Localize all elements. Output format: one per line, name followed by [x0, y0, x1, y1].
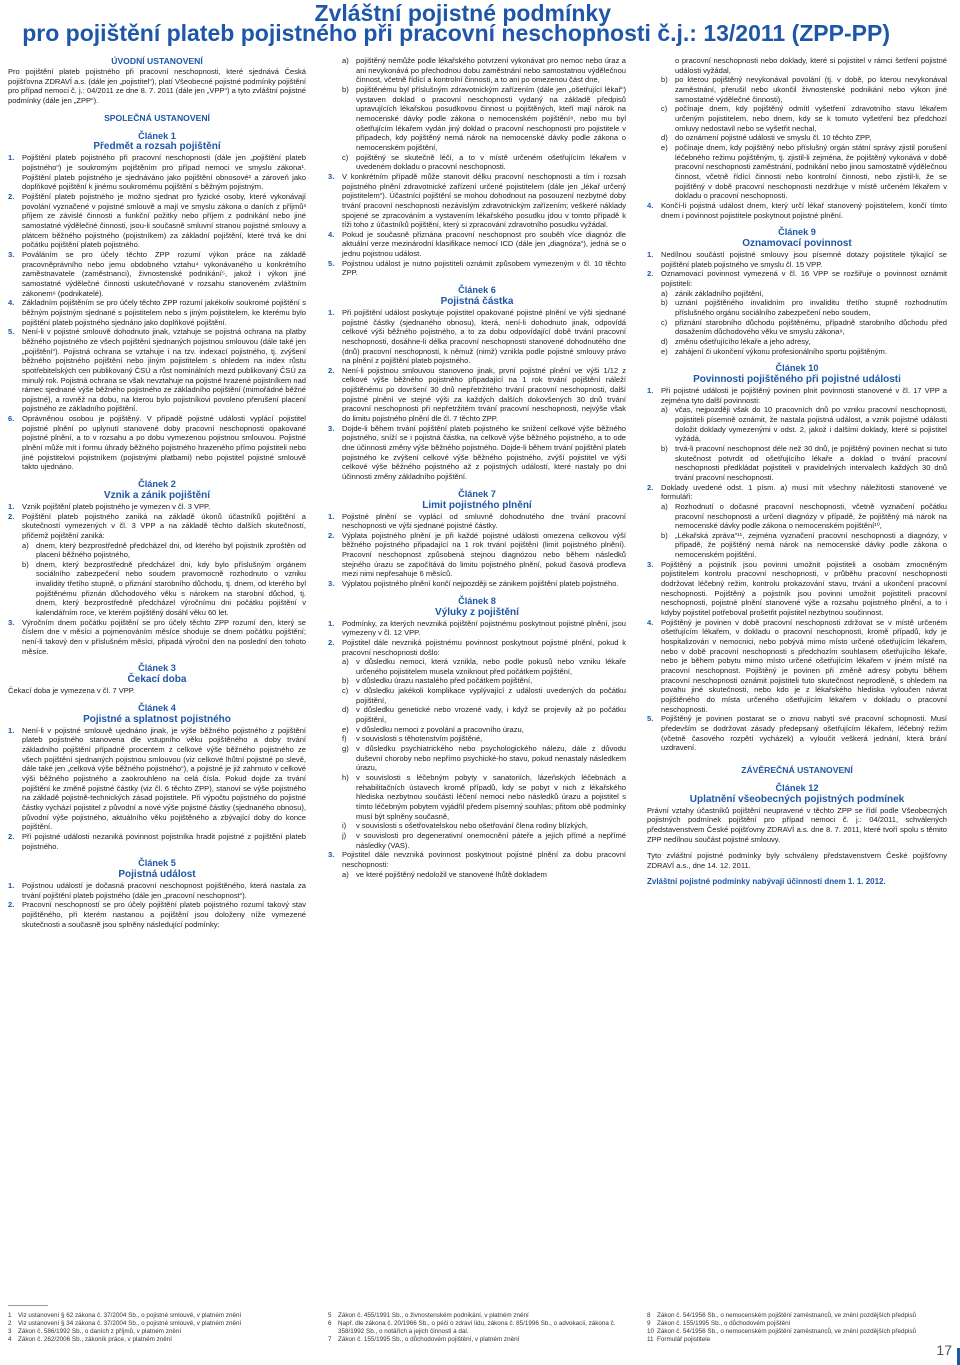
paragraph: 1. Podmínky, za kterých nevzniká pojištění pojistnému poskytnout pojistné plnění, jsou vymezeny v čl. 12 VPP. [328, 618, 626, 638]
paragraph: 5. Pojištěný je povinen postarat se o znovu nabytí své pracovní schopnosti. Musí především se dodržovat zásady předepsaný ošetřujícím lékařem, léčebný režim (včetně časového rozpětí vycházek) a vyloučit veškerá jednání, která brání uzdravení. [647, 714, 947, 753]
effective-date: Zvláštní pojistné podmínky nabývají účinnosti dnem 1. 1. 2012. [647, 876, 886, 886]
paragraph: 3. Pojistitel dále nevzniká povinnost poskytnout pojistné plnění za dobu pracovní neschopnosti: [328, 850, 626, 869]
list-item: b) dnem, který bezprostředně předcházel dni, kdy bylo příslušným orgánem sociálního zabezpečení nebo soudem pravomocně rozhodnuto o vzniku invalidity třetího stupně, o přiznání starobního důchodu, tj. dnem, od kterého byl pojištěnému přiznán důchodového věku s nárokem na starobní důchod, tj. dnem, který bezprostředně předcházel výročnímu dni počátku pojištění v kalendářním roce, ve kterém pojištěný dosáhl věku 60 let. [22, 559, 306, 618]
footnote: 9 Zákon č. 155/1995 Sb., o důchodovém pojištění [647, 1320, 791, 1327]
list-item: d) změnu ošetřujícího lékaře a jeho adresy, [661, 336, 811, 346]
paragraph: 4. Končí-li pojistná událost dnem, který určí lékař stanovený pojistitelem, končí tímto dnem i povinnost pojistitele poskytnout pojistné plnění. [647, 200, 947, 220]
paragraph: 5. Pojistnou událost je nutno pojistiteli oznámit způsobem vymezeným v čl. 10 těchto ZPP. [328, 258, 626, 278]
footnotes-middle [328, 1312, 628, 1344]
article-number: Článek 5 [138, 858, 176, 869]
article-title: Předmět a rozsah pojištění [93, 141, 221, 153]
article-title: Pojistné a splatnost pojistného [83, 713, 231, 725]
paragraph: 2. Pojistitel dále nevzniká pojistnému povinnost poskytnout pojistné plnění, pokud k pracovní neschopnosti došlo: [328, 637, 626, 657]
paragraph: 2. Oznamovací povinnost vymezená v čl. 16 VPP se rozšiřuje o povinnost oznámit pojistiteli: [647, 269, 947, 288]
paragraph: 3. Pováláním se pro účely těchto ZPP rozumí výkon práce na základě pracovněprávního nebo jemu obdobného vztahu⁴ vykonávaného u konkrétního zaměstnavatele (zaměstnanci), živnostenské podnikání⁵, jakož i výkon jiné samostatné výdělečné činnosti uskutečňované v rozsahu stanoveném zvláštním zákonem⁶ (podnikatelé). [8, 249, 306, 298]
list-item: b) uznání pojištěného invalidním pro invaliditu třetího stupně rozhodnutím příslušného orgánu sociálního zabezpečení nebo soudem, [661, 298, 947, 317]
paragraph: 4. Pojištěný je povinen v době pracovní neschopnosti zdržovat se v místě určeném ošetřujícím lékařem, v dokladu o pracovní neschopnosti, kromě případů, kdy je hospitalizován v nemocnici, nebo pobývá mimo místo určené ošetřujícím lékařem, nebo v době pracovní neschopnosti s předchozím souhlasem ošetřujícího lékaře, nebo je během pobytu mimo místo určené ošetřujícím lékařem v jiném místě na pracovní neschopnost. Pojištěný je povinen při změně adresy pobytu během pracovní neschopnosti oznámit pojistiteli tuto skutečnost neprodleně, s ohledem na povahu jiné skutečnosti, nebo kdo je z lékařského hlediska vyloučen návrat pojištěného do místa určeného ošetřujícím lékařem v dokladu o pracovní neschopnosti. [647, 617, 947, 714]
list-item: b) pojištěnému byl příslušným zdravotnickým zařízením (dále jen „ošetřující lékař“) vystaven doklad o pracovní neschopnosti vydaný na základě předpisů upravujících lékařskou posudkovou činnost u pojištěných, kteří mají nárok na nemocenské dávky podle zákona o nemocenském pojištění⁸, nebo mu byl ošetřujícím lékařem vydán jiný doklad o pracovní neschopnosti pro pojistitele v případech, kdy pojištěný nemá nárok na nemocenské dávky podle zákona o nemocenském pojištění, [342, 84, 626, 152]
paragraph: 4. Pokud je současně přiznána pracovní neschopnost pro souběh více diagnóz dle aktuální verze mezinárodní klasifikace nemocí ICD (dále jen „diagnóza“), jedná se o jednu pojistnou událost. [328, 229, 626, 259]
list-item: a) v důsledku nemoci, která vznikla, nebo podle pokusů nebo vzniku lékaře určeného pojistitelem musela vzniknout před počátkem pojištění, [342, 657, 626, 676]
article-number: Článek 12 [775, 782, 819, 793]
paragraph: 1. Není-li v pojistné smlouvě ujednáno jinak, je výše běžného pojistného z pojištění plateb pojistného stanovena dle vstupního věku pojištěného a doby trvání základního pojištění případně procentem z celkové výše běžného pojistného ze všech pojištění sjednaných pojistnou smlouvou (viz celkové lhůtní pojistné po slevě, dále také jen „celková výše běžného pojistného“), a pojistné je již zahrnuto v celkové výši běžného pojistného a zaokrouhleno na celá čísla. Pokud dojde za trvání pojištění ke změně pojistné částky (viz čl. 6 těchto ZPP), stanoví se výše pojistného na základě pojistně-technických zásad pojistitele. Při výpočtu pojistného do pojistné částky vychází pojistitel z původní a nové výše pojistné částky (sjednaného obnosu), původní výše pojistného, aktuálního věku pojištěného a zbývající doby do konce pojištění. [8, 725, 306, 832]
footnotes-right [647, 1312, 947, 1344]
article-number: Článek 8 [458, 595, 496, 606]
footnote: 11 Formulář pojistitele [647, 1336, 711, 1343]
article-number: Článek 6 [458, 285, 496, 296]
list-item: b) trvá-li pracovní neschopnost déle než 30 dnů, je pojištěný povinen nechat si tuto skutečnost potvrdit od ošetřujícího lékaře a doklad o trvání pracovní neschopnosti předkládat pojistiteli v pravidelných intervalech každých 30 dnů trvání pracovní neschopnosti. [661, 443, 947, 482]
article-title: Limit pojistného plnění [422, 499, 532, 511]
paragraph: 2. Doklady uvedené odst. 1 písm. a) musí mít všechny náležitosti stanovené ve formuláři: [647, 482, 947, 502]
paragraph: 6. Oprávněnou osobou je pojištěný. V případě pojistné události vyplácí pojistitel pojistné plnění po uplynutí stanovené doby pracovní neschopnosti opakované pojistné plnění, a to v rozsahu a po dobu vymezenou pojistnou smlouvou. Pojistné plnění může mít i formu úhrady běžného pojistného hrazeného přímo pojistiteli nebo jiné pojistitelovi pojistníkem (pojistnými platbami) nebo pojistitel pojistné smlouvě takto ujednáno. [8, 414, 306, 472]
paragraph: 3. Výplatou pojistného plnění končí nejpozději se zánikem pojištění plateb pojistného. [328, 579, 619, 589]
list-item: a) ve které pojištěný nedoložil ve stanovené lhůtě dokladem [342, 869, 547, 879]
footnote-divider [8, 1305, 48, 1306]
paragraph: 2. Pojištění plateb pojistného je možno sjednat pro fyzické osoby, které vykonávají povolání vyznačené v pojistné smlouvě a mají ve smyslu zákona o daních z příjmů³ příjem ze závislé činnosti a funkční požitky nebo příjem z podnikání nebo jiné samostatné výdělečné činnosti, jsou-li současně smluvní stranou pojistné smlouvy a plátcem běžného pojistného (pojistníkem) za základní pojištění, které trvá ke dni počátku pojištění plateb pojistného. [8, 192, 306, 250]
intro-heading: ÚVODNÍ USTANOVENÍ [111, 56, 203, 66]
page-number: 17 [936, 1342, 952, 1358]
article-title: Povinnosti pojištěného při pojistné události [693, 373, 901, 385]
list-item: g) v důsledku psychiatrického nebo psychologického nálezu, dále z důvodu duševní choroby nebo nepřímo psychické-ho stavu, pokud nenastaly následkem úrazu, [342, 744, 626, 773]
footnote: 6 Např. dle zákona č. 20/1966 Sb., o péči o zdraví lidu, zákona č. 85/1996 Sb., o advokacii, zákona č. 358/1992 Sb., o notářích a jejich činnosti a dal. [328, 1320, 616, 1335]
article-title: Výluky z pojištění [435, 606, 519, 618]
list-item: j) v souvislosti pro degenerativní onemocnění páteře a jejích přímé a nepřímé následky (VAS). [342, 830, 626, 850]
intro-text: Pro pojištění plateb pojistného při pracovní neschopnosti, které sjednává Česká pojišťovna ZDRAVÍ a.s. (dále jen „pojistitel“), platí Všeobecné pojistné podmínky pojištění pro případ nemoci č. j.: 04/2011 ze dne 8. 7. 2011 (dále jen „VPP“) a tyto zvláštní pojistné podmínky (dále jen „ZPP“). [8, 67, 306, 105]
list-item: i) v souvislosti s ošetřovatelskou nebo ošetřování člena rodiny blízkých, [342, 821, 588, 831]
column-1 [8, 56, 306, 929]
article-number: Článek 7 [458, 488, 496, 499]
article-number: Článek 9 [778, 227, 816, 238]
paragraph: Čekací doba je vymezena v čl. 7 VPP. [8, 686, 135, 696]
list-item: a) včas, nejpozději však do 10 pracovních dnů po vzniku pracovní neschopnosti, pojistiteli písemně oznámit, že nastala pojistná událost, a vznik pojistné události doložit doklady vymezenými v odst. 2, jakož i dalšími doklady, které si pojistitel vyžádá, [661, 405, 947, 444]
list-item: e) zahájení či ukončení výkonu profesionálního sportu pojištěným. [661, 346, 887, 356]
article-title: Čekací doba [127, 674, 187, 686]
list-item: a) zánik základního pojištění, [661, 288, 764, 298]
list-item: a) pojištěný nemůže podle lékařského potvrzení vykonávat pro nemoc nebo úraz a ani nevykonává po přechodnou dobu zaměstnání nebo samostatnou výdělečnou činnost, včetně řídící a kontrolní činnosti, a to ani po omezenou část dne, [342, 56, 626, 85]
paragraph: 1. Při pojistné události je pojištěný povinen plnit povinnosti stanovené v čl. 17 VPP a zejména tyto další povinnosti: [647, 385, 947, 405]
article-number: Článek 4 [138, 702, 176, 713]
list-item: c) v důsledku jakékoli komplikace vyplývající z události uvedených do počátku pojištění, [342, 686, 626, 705]
list-item: o pracovní neschopnosti nebo doklady, které si pojistitel v rámci šetření pojistné události vyžádal, [675, 56, 947, 75]
paragraph: 2. Pojištění plateb pojistného zaniká na základě úkonů účastníků pojištění a skutečností vymezených v čl. 3 VPP a na základě těchto dalších skutečností, přičemž pojištění zaniká: [8, 511, 306, 540]
paragraph: 1. Při pojištění událost poskytuje pojistitel opakované pojistné plnění ve výši sjednané pojistné částky (sjednaného obnosu), která, není-li dohodnuto jinak, odpovídá celkové výši běžného pojistného, a to za dobu odpovídající době trvání pracovní neschopnosti, dosáhne-li délka pracovní neschopnosti stanovené dohodnutého dne (dnů) pracovní neschopnosti, k němuž (nimž) vznikla podle pojistné smlouvy právo na plnění z pojištění plateb pojistného. [328, 307, 626, 366]
article-title: Pojistná událost [118, 868, 196, 880]
article-title: Oznamovací povinnost [742, 237, 852, 249]
article-number: Článek 3 [138, 663, 176, 674]
footnote: 5 Zákon č. 455/1991 Sb., o živnostenském podnikání, v platném znění [328, 1312, 529, 1319]
doc-subtitle: pro pojištění plateb pojistného při pracovní neschopnosti č.j.: 13/2011 (ZPP-PP) [22, 20, 890, 46]
paragraph: 4. Základním pojištěním se pro účely těchto ZPP rozumí jakékoliv soukromé pojištění s běžným pojistným sjednané s pojistitelem nebo s jiným pojistitelem, ke kterému bylo pojištění plateb pojistného sjednáno jako doplňkové pojištění. [8, 298, 306, 327]
list-item: a) dnem, který bezprostředně předcházel dni, od kterého byl pojistník zproštěn od placení běžného pojistného, [22, 540, 306, 560]
footnote: 2 Viz ustanovení § 34 zákona č. 37/2004 Sb., o pojistné smlouvě, v platném znění [8, 1320, 242, 1327]
list-item: c) přiznání starobního důchodu pojištěnému, případně starobního důchodu před dosažením důchodového věku ve smyslu zákona⁹, [661, 317, 947, 337]
paragraph: 2. Výplata pojistného plnění je při každé pojistné události omezena celkovou výší běžného pojistného připadající na 1 rok trvání pojištění (limit pojistného plnění). Pracovní neschopnost způsobená stejnou diagnózou nebo během následků stejného úrazu se započítává do limitu pojistného plnění, pokud časová prodleva mezi nimi nepřesahuje 6 měsíců. [328, 530, 626, 579]
article-title: Vznik a zánik pojištění [103, 489, 211, 501]
footnote: 7 Zákon č. 155/1995 Sb., o důchodovém pojištění, v platném znění [328, 1336, 520, 1343]
list-item: b) v důsledku úrazu nastalého před počátkem pojištění, [342, 676, 533, 686]
list-item: f) v souvislosti s těhotenstvím pojištěné, [342, 734, 483, 744]
paragraph: 3. Pojištěný a pojistník jsou povinni umožnit pojistiteli a osobám zmocněným pojistitelem kontrolu pracovní neschopnosti, v průběhu pracovní neschopnosti dodržovat léčebný režim, kontrolu prokazování stavu, trvání a ukončení pracovní neschopnosti. Pojištěný a pojistník jsou povinni umožnit pojistiteli pracovní neschopnosti, pojistné plnění stanovené výše a rozsahu pojistného plnění, a to i kdyby pojistitel potřeboval prošetřit pojistitel nezbytnou součinnost. [647, 559, 947, 618]
paragraph: 1. Pojištění plateb pojistného při pracovní neschopnosti (dále jen „pojištění plateb pojistného“) je soukromým pojištěním pro případ nemoci ve smyslu zákona¹. Pojištění plateb pojistného je sjednáváno jako pojištění obnosové² a zároveň jako doplňkové pojištění k jinému soukromému pojištění s běžným pojistným. [8, 153, 306, 192]
list-item: c) pojištěný se skutečně léčí, a to v místě určeném ošetřujícím lékařem v uvedeném dokladu o pracovní neschopnosti. [342, 152, 626, 172]
paragraph: 2. Pracovní neschopností se pro účely pojištění plateb pojistného rozumí takový stav pojištěného, při kterém nastanou a pojištění jsou doloženy níže vymezené skutečnosti a současně jsou splněny následující podmínky: [8, 900, 306, 929]
footnote: 8 Zákon č. 54/1956 Sb., o nemocenském pojištění zaměstnanců, ve znění pozdějších předpisů [647, 1312, 917, 1319]
footnote: 1 Viz ustanovení § 62 zákona č. 37/2004 Sb., o pojistné smlouvě, v platném znění [8, 1312, 242, 1319]
paragraph: 3. V konkrétním případě může stanovit délku pracovní neschopnosti a tím i rozsah pojistného plnění zdravotnické zařízení určené pojistitelem (dále jen „lékař určený pojistitelem“). Účastníci pojištění se mohou dohodnout na posouzení nezbytné doby trvání pracovní neschopnosti nezávislým zdravotnickým zařízením; veškeré náklady spojené se zpracováním a vystavením lékařského posudku jdou v tomto případě k tíži toho z účastníků pojištění, který si zpracování zdravotního posudku vyžádal. [328, 171, 626, 230]
paragraph: 1. Pojistnou událostí je dočasná pracovní neschopnost pojištěného, která nastala za trvání pojištění plateb pojistného (dále jen „pracovní neschopnost“). [8, 880, 306, 900]
list-item: h) v souvislosti s léčebným pobyty v sanatoriích, lázeňských léčebnách a rehabilitačních ústavech kromě případů, kdy se pobyt v nich z lékařského hlediska nezbytnou součástí léčení nemoci nebo následků úrazu a pojistitel s tímto léčebným pobytem vyjádřil předem písemný souhlas; přitom obě podmínky musí být splněny současně, [342, 773, 626, 821]
doc-title: Zvláštní pojistné podmínky [314, 0, 611, 26]
paragraph: 1. Nedílnou součástí pojistné smlouvy jsou písemné dotazy pojistitele týkající se pojištění plateb pojistného ve smyslu čl. 15 VPP. [647, 249, 947, 269]
article-number: Článek 2 [138, 479, 176, 490]
paragraph: 2. Při pojistné události nezaniká povinnost pojistníka hradit pojistné z pojištění plateb pojistného. [8, 831, 306, 851]
paragraph: 1. Vznik pojištění plateb pojistného je vymezen v čl. 3 VPP. [8, 501, 211, 511]
paragraph: 3. Dojde-li během trvání pojištění plateb pojistného ke snížení celkové výše běžného pojistného, sníží se i pojistná částka, na celkově výše běžného pojistného, a to ode dne účinnosti změny výše běžného pojistného. Dojde-li během trvání pojištění plateb pojistného ke zvýšení celkové výše běžného pojistného, zvýší pojistitel ve výši celkové výše běžného pojistného až z pojistných událostí, které nastaly po dni účinnosti změny základního pojištění. [328, 423, 626, 482]
final-heading: ZÁVĚREČNÁ USTANOVENÍ [741, 764, 853, 775]
paragraph: 2. Není-li pojistnou smlouvou stanoveno jinak, první pojistné plnění ve výši 1/12 z celkové výše běžného pojistného připadající na 1 rok trvání pojištění náleží pojištěnému po dovršení 30 dnů nepřetržitého trvání pracovní neschopnosti, další pojistné plnění ve stejné výši za každých dalších dokovšených 30 dnů trvání pracovní neschopnosti při nepřetržitém trvání pracovní neschopnosti, nejvýše však do limitu pojistného plnění dle čl. 7 těchto ZPP. [328, 365, 626, 424]
list-item: c) počínaje dnem, kdy pojištěný odmítl vyšetření zdravotního stavu lékařem určeným pojistitelem, nebo dnem, kdy se k tomuto vyšetření bez předchozí omluvy nedostavil nebo se vyšetřit nechal, [661, 104, 947, 133]
column-2 [328, 56, 626, 879]
article-number: Článek 1 [138, 130, 176, 141]
common-heading: SPOLEČNÁ USTANOVENÍ [104, 112, 210, 123]
footnote: 10 Zákon č. 54/1956 Sb., o nemocenském pojištění zaměstnanců, ve znění pozdějších předpisů [647, 1328, 917, 1335]
footnotes-left [8, 1312, 308, 1344]
list-item: d) do oznámení pojistné události ve smyslu čl. 10 těchto ZPP, [661, 133, 872, 143]
list-item: e) počínaje dnem, kdy pojištěný nebo příslušný orgán státní správy zjistil porušení léčebného režimu pojištěným, tj. zjistil-li zejména, že pojištěný vykonává v době pracovní neschopnosti zaměstnání, podnikání nebo jinou samostatně výdělečnou činnost, včetně řídící činnosti nebo kontrolní činnosti, nebo zjistil-li, že se pojištěný v době pracovní neschopnosti nezdržuje v místě určeném lékařem v dokladu o pracovní neschopnosti. [661, 142, 947, 201]
footnote: 3 Zákon č. 586/1992 Sb., o daních z příjmů, v platném znění [8, 1328, 182, 1335]
paragraph: Tyto zvláštní pojistné podmínky byly schváleny představenstvem České pojišťovny ZDRAVÍ a.s., dne 14. 12. 2011. [647, 851, 947, 870]
paragraph: 3. Výročním dnem počátku pojištění se pro účely těchto ZPP rozumí den, který se číslem dne v měsíci a pojmenováním měsíce shoduje se dnem počátku pojištění; není-li takový den v příslušném měsíci, připadá výroční den na poslední den tohoto měsíce. [8, 617, 306, 656]
article-title: Pojistná částka [440, 295, 514, 307]
paragraph: Právní vztahy účastníků pojištění neupravené v těchto ZPP se řídí podle Všeobecných pojistných podmínek pojištění pro případ nemoci č. j.: 04/2011, schválených představenstvem České pojišťovny ZDRAVÍ a.s. dne 8. 7. 2011, které tvoří spolu s těmito ZPP nedílnou součást pojistné smlouvy. [647, 805, 947, 844]
list-item: d) v důsledku genetické nebo vrozené vady, i když se projevily až po počátku pojištění, [342, 705, 626, 725]
list-item: e) v důsledku nemoci z povolání a pracovního úrazu, [342, 724, 524, 734]
column-3 [647, 56, 947, 886]
article-number: Článek 10 [775, 363, 819, 374]
article-title: Uplatnění všeobecných pojistných podmínek [689, 793, 905, 805]
list-item: b) „Lékařská zpráva“¹¹, zejména vyznačení pracovní neschopnosti a diagnózy, v případě, že pojištěný nemá nárok na nemocenské dávky podle zákona o nemocenském pojištění. [661, 530, 947, 560]
paragraph: 5. Není-li v pojistné smlouvě dohodnuto jinak, vztahuje se pojistná ochrana na platby běžného pojistného ze všech pojištění sjednaných pojistnou smlouvou (dále také jen „pojištění“). Pojistná ochrana se vztahuje i na tzv. indexací pojistného, tj. zvýšení běžného pojistného pojištění nebo jiným pojistitelem s ohledem na index růstu spotřebitelských cen publikovaný ČSÚ a růst nominálních mezd publikovaný ČSÚ za minulý rok. Pojistná ochrana se však nevztahuje na pojistné hrazené pojistníkem nad rámec sjednané výše běžného pojistného ze základního pojištění (mimořádné běžné pojistné), a rovněž na dobu, na kterou bylo pojistníkovi povoleno přerušení placení pojistného ze základního pojištění. [8, 327, 307, 414]
footnote: 4 Zákon č. 262/2006 Sb., zákoník práce, v platném znění [8, 1336, 173, 1343]
list-item: b) po kterou pojištěný nevykonával povolání (tj. v době, po kterou nevykonával zaměstnání, přerušil nebo ukončil živnostenské podnikání nebo výkon jiné samostatné výdělečné činnosti), [661, 75, 947, 104]
paragraph: 1. Pojistné plnění se vyplácí od smluvně dohodnutého dne trvání pracovní neschopnosti ve výši sjednané pojistné částky. [328, 511, 626, 531]
list-item: a) Rozhodnutí o dočasné pracovní neschopnosti, včetně vyznačení počátku pracovní neschopnosti a určení diagnózy v případě, že pojištěný má nárok na nemocenské dávky podle zákona o nemocenském pojištění¹⁰, [661, 501, 947, 531]
